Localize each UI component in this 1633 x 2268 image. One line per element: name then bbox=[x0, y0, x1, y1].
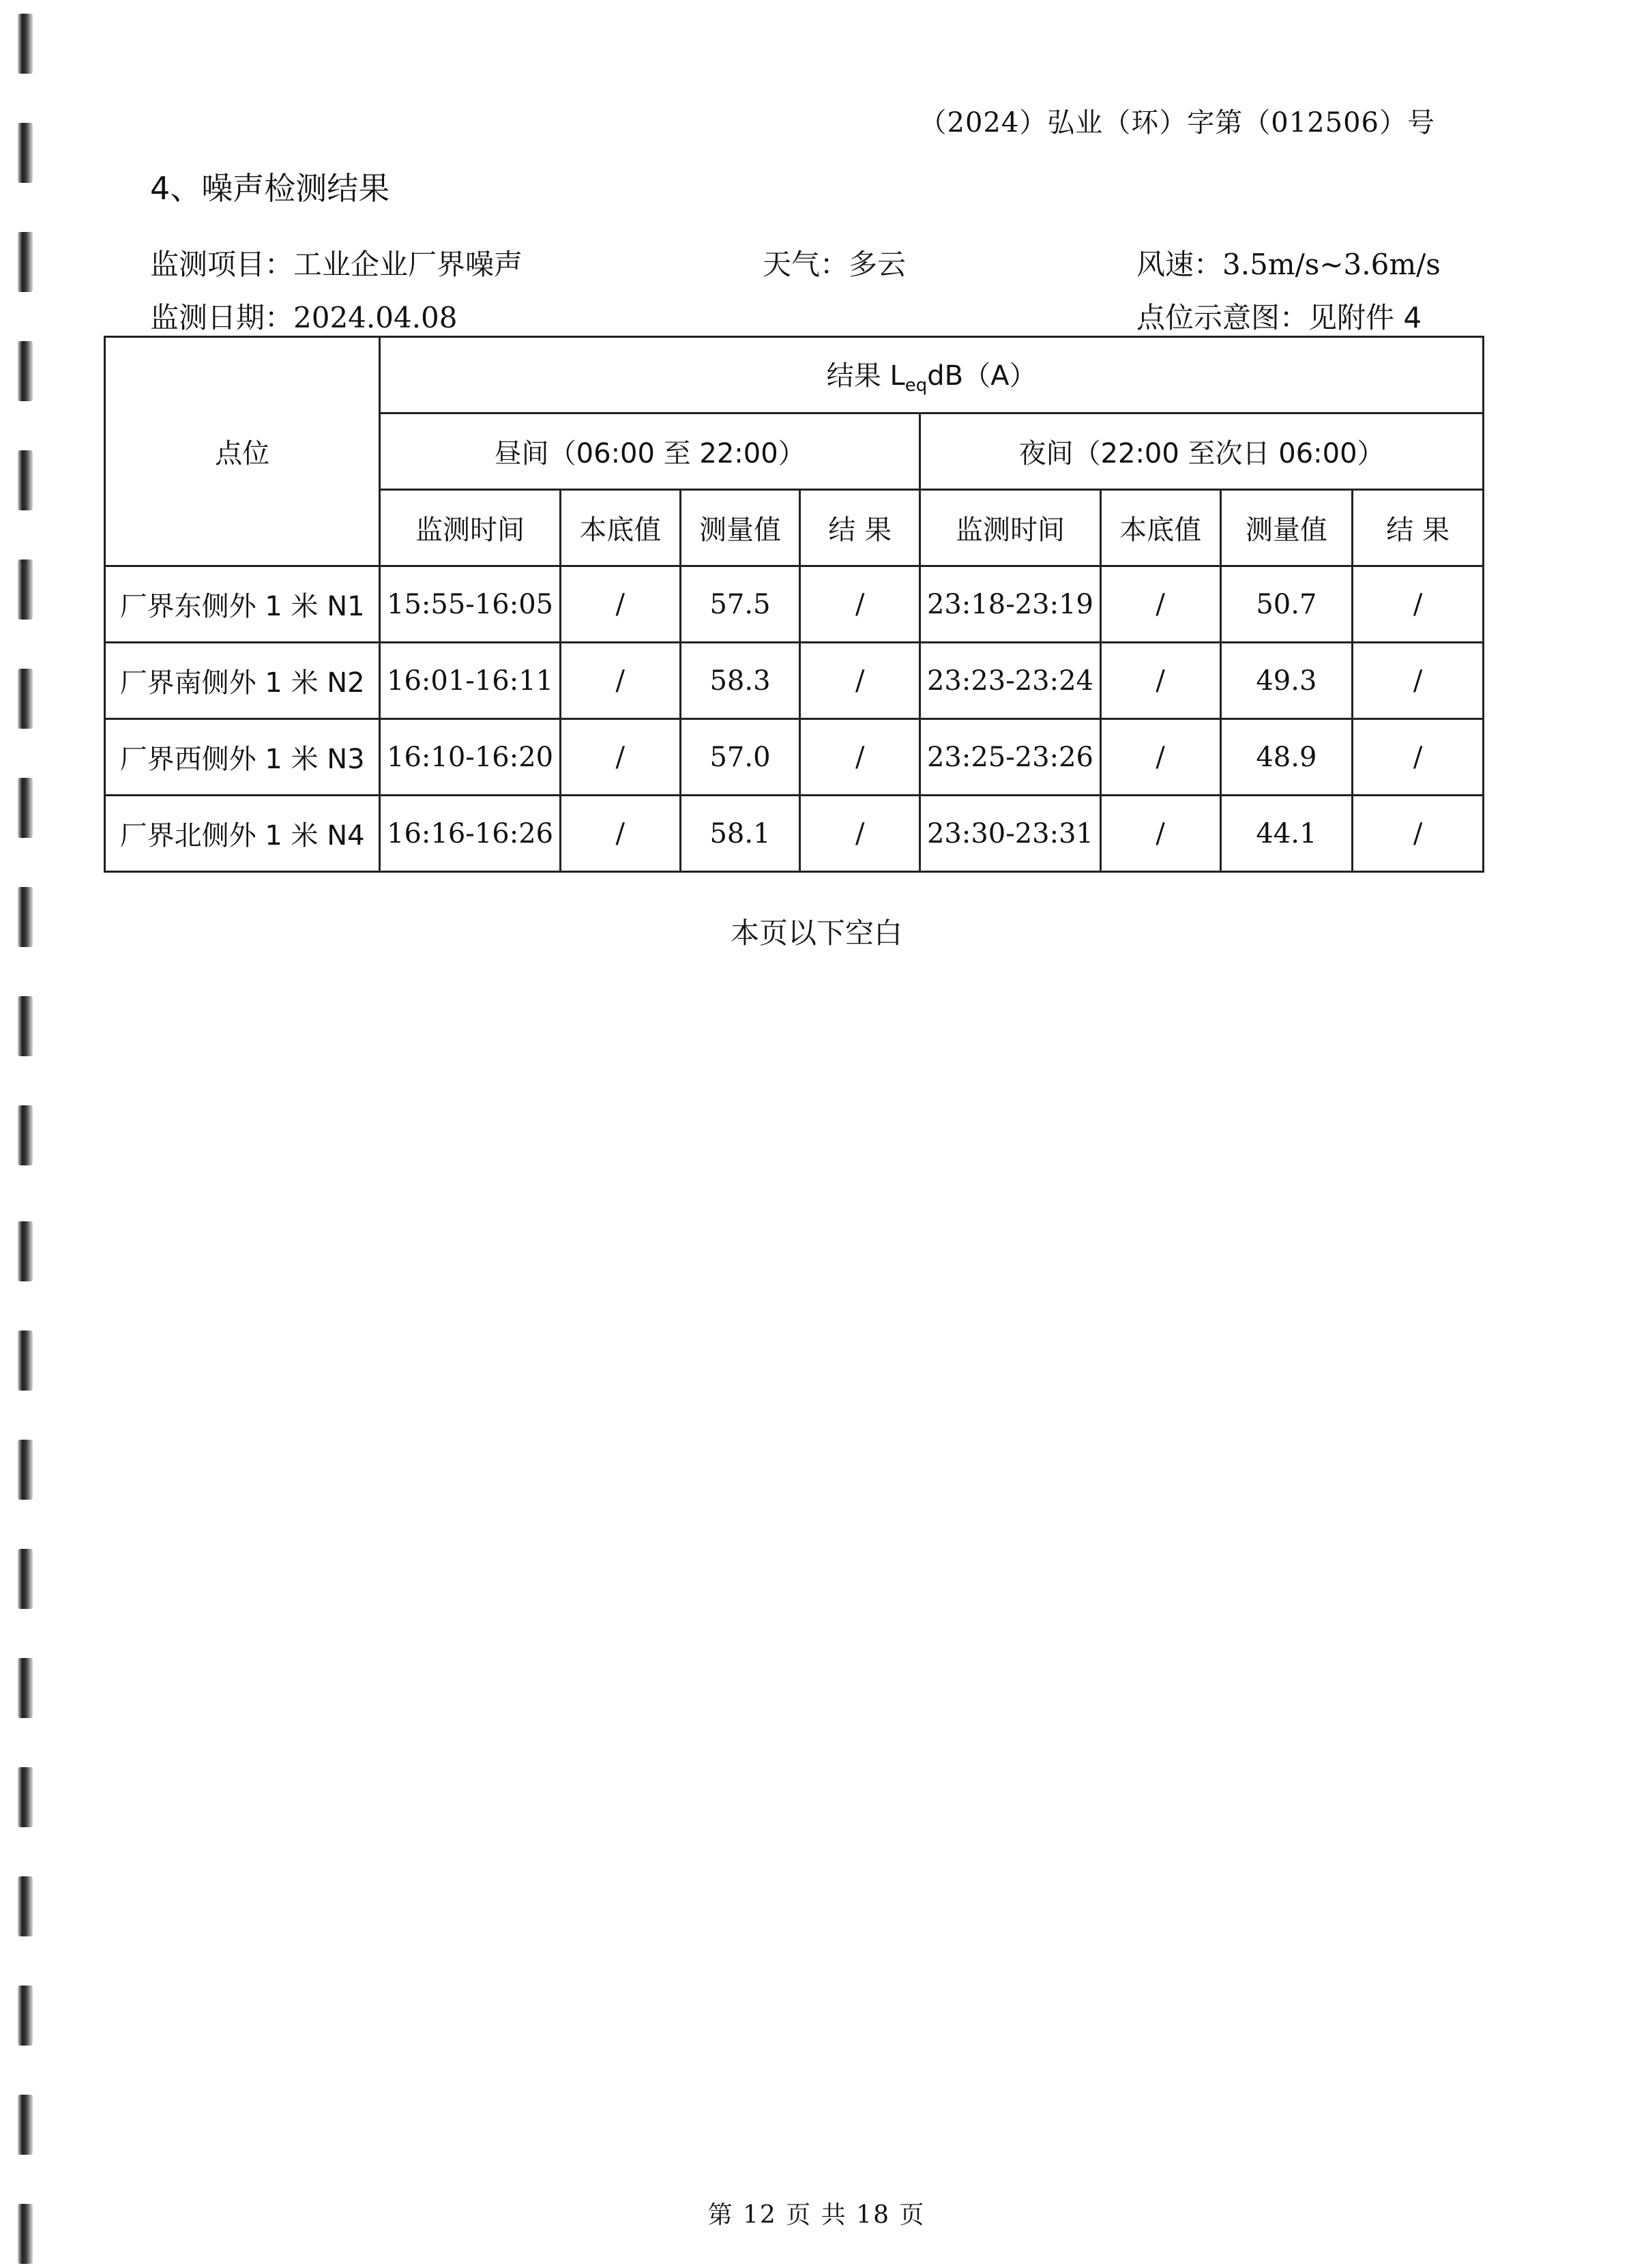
point-header: 点位 bbox=[105, 337, 380, 566]
binding-hole bbox=[18, 1440, 33, 1500]
night-time-cell: 23:23-23:24 bbox=[920, 643, 1101, 719]
table-row bbox=[105, 719, 1484, 796]
wind-label: 风速： bbox=[1136, 248, 1223, 281]
night-result-cell: / bbox=[1353, 566, 1484, 643]
binding-hole bbox=[18, 123, 33, 183]
project-field bbox=[150, 242, 523, 283]
result-header: 结果 $L_{eq}dB(A)$ bbox=[380, 337, 1484, 413]
table-row bbox=[105, 796, 1484, 872]
night-time-cell: 23:18-23:19 bbox=[920, 566, 1101, 643]
night-value-cell: 44.1 bbox=[1220, 796, 1353, 872]
binding-hole bbox=[18, 1331, 33, 1391]
noise-results-table bbox=[104, 336, 1484, 873]
weather-value: 多云 bbox=[849, 248, 907, 281]
day-result-cell: / bbox=[800, 719, 920, 796]
night-value-cell: 50.7 bbox=[1220, 566, 1353, 643]
night-time-cell: 23:30-23:31 bbox=[920, 796, 1101, 872]
binding-hole bbox=[18, 1986, 33, 2046]
col-header: 结 果 bbox=[800, 490, 920, 566]
night-bg-cell: / bbox=[1100, 566, 1220, 643]
col-header: 监测时间 bbox=[920, 490, 1101, 566]
night-result-cell: / bbox=[1353, 796, 1484, 872]
binding-hole bbox=[18, 559, 33, 620]
point-cell: 厂界西侧外 1 米 N3 bbox=[105, 719, 380, 796]
day-bg-cell: / bbox=[560, 643, 680, 719]
weather-field bbox=[763, 242, 906, 283]
col-header: 测量值 bbox=[680, 490, 800, 566]
col-header: 监测时间 bbox=[380, 490, 561, 566]
day-result-cell: / bbox=[800, 643, 920, 719]
night-time-cell: 23:25-23:26 bbox=[920, 719, 1101, 796]
date-label: 监测日期： bbox=[150, 301, 294, 334]
project-label: 监测项目： bbox=[150, 248, 294, 281]
page-footer: 第 12 页 共 18 页 bbox=[707, 2201, 926, 2229]
map-label: 点位示意图： bbox=[1136, 301, 1309, 334]
binding-hole bbox=[18, 1767, 33, 1827]
project-value: 工业企业厂界噪声 bbox=[293, 248, 523, 281]
day-header: 昼间（06:00 至 22:00） bbox=[380, 413, 920, 490]
binding-hole bbox=[18, 2095, 33, 2155]
report-code: （2024）弘业（环）字第（012506）号 bbox=[919, 107, 1435, 139]
col-header: 测量值 bbox=[1220, 490, 1353, 566]
point-cell: 厂界北侧外 1 米 N4 bbox=[105, 796, 380, 872]
day-result-cell: / bbox=[800, 796, 920, 872]
point-cell: 厂界南侧外 1 米 N2 bbox=[105, 643, 380, 719]
day-bg-cell: / bbox=[560, 719, 680, 796]
day-time-cell: 16:01-16:11 bbox=[380, 643, 561, 719]
day-time-cell: 16:10-16:20 bbox=[380, 719, 561, 796]
day-result-cell: / bbox=[800, 566, 920, 643]
table-row bbox=[105, 643, 1484, 719]
day-value-cell: 58.1 bbox=[680, 796, 800, 872]
binding-hole bbox=[18, 341, 33, 401]
date-field bbox=[150, 295, 458, 336]
day-value-cell: 58.3 bbox=[680, 643, 800, 719]
night-value-cell: 48.9 bbox=[1220, 719, 1353, 796]
binding-hole bbox=[18, 1549, 33, 1609]
binding-hole bbox=[18, 232, 33, 292]
binding-hole bbox=[18, 1658, 33, 1718]
night-bg-cell: / bbox=[1100, 796, 1220, 872]
day-value-cell: 57.5 bbox=[680, 566, 800, 643]
night-result-cell: / bbox=[1353, 643, 1484, 719]
night-header: 夜间（22:00 至次日 06:00） bbox=[920, 413, 1484, 490]
table-row bbox=[105, 566, 1484, 643]
date-value: 2024.04.08 bbox=[293, 301, 458, 334]
wind-field bbox=[1136, 242, 1441, 283]
col-header: 结 果 bbox=[1353, 490, 1484, 566]
night-result-cell: / bbox=[1353, 719, 1484, 796]
day-bg-cell: / bbox=[560, 796, 680, 872]
day-value-cell: 57.0 bbox=[680, 719, 800, 796]
map-field bbox=[1136, 295, 1422, 336]
binding-hole bbox=[18, 1105, 33, 1165]
night-bg-cell: / bbox=[1100, 643, 1220, 719]
night-bg-cell: / bbox=[1100, 719, 1220, 796]
wind-value: 3.5m/s~3.6m/s bbox=[1222, 248, 1441, 281]
col-header: 本底值 bbox=[560, 490, 680, 566]
day-time-cell: 15:55-16:05 bbox=[380, 566, 561, 643]
binding-hole bbox=[18, 1221, 33, 1281]
blank-note: 本页以下空白 bbox=[730, 916, 902, 950]
weather-label: 天气： bbox=[763, 248, 849, 281]
day-time-cell: 16:16-16:26 bbox=[380, 796, 561, 872]
col-header: 本底值 bbox=[1100, 490, 1220, 566]
binding-hole bbox=[18, 1876, 33, 1936]
binding-holes bbox=[12, 0, 40, 2268]
binding-hole bbox=[18, 14, 33, 74]
binding-hole bbox=[18, 778, 33, 838]
binding-hole bbox=[18, 996, 33, 1056]
night-value-cell: 49.3 bbox=[1220, 643, 1353, 719]
map-value: 见附件 4 bbox=[1308, 301, 1422, 334]
binding-hole bbox=[18, 450, 33, 510]
point-cell: 厂界东侧外 1 米 N1 bbox=[105, 566, 380, 643]
day-bg-cell: / bbox=[560, 566, 680, 643]
section-title: 4、噪声检测结果 bbox=[150, 170, 390, 207]
binding-hole bbox=[18, 669, 33, 729]
